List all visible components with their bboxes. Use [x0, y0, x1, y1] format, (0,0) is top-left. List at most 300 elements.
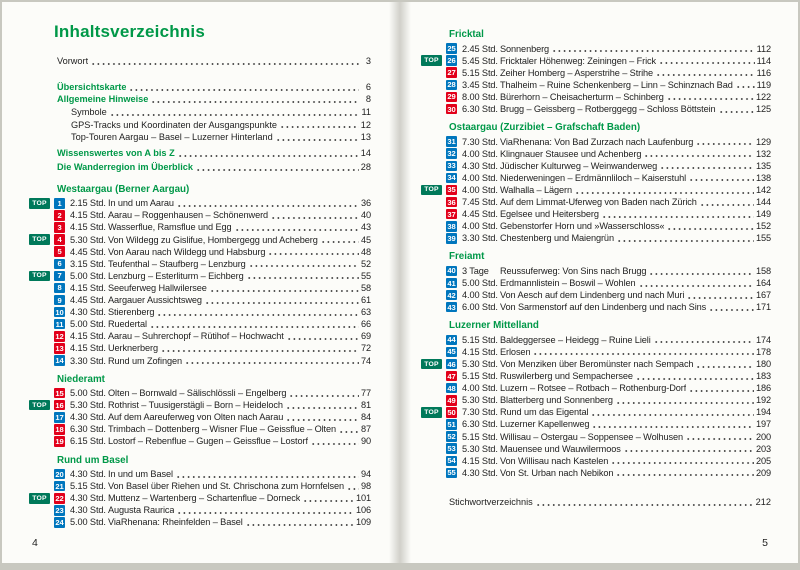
route-duration: 4.00 Std. [462, 290, 498, 301]
route-duration: 4.00 Std. [462, 383, 498, 394]
toc-route-row [446, 394, 771, 406]
route-number-badge: 30 [447, 104, 456, 114]
toc-entry-page: 12 [360, 119, 371, 130]
dot-leader [661, 162, 754, 170]
route-page: 58 [360, 282, 371, 293]
dot-leader [660, 57, 755, 65]
route-title: Rund um Zofingen [108, 355, 182, 366]
dot-leader [152, 96, 359, 104]
route-number-badge: 53 [447, 444, 456, 454]
toc-entry-label: Allgemeine Hinweise [57, 94, 149, 105]
dot-leader [248, 272, 359, 280]
route-title: Brugg – Geissberg – Rotberggegg – Schloss Böttstein [500, 104, 716, 115]
dot-leader [618, 235, 754, 243]
toc-route-row [446, 431, 771, 443]
dot-leader [111, 109, 359, 117]
route-title: Ruswilerberg und Sempachersee [500, 371, 633, 382]
toc-route-row [32, 197, 371, 209]
route-number-badge: 6 [54, 259, 65, 270]
route-duration: 4.00 Std. [462, 172, 498, 183]
route-number-badge: 22 [55, 493, 64, 503]
toc-entry [57, 55, 371, 68]
route-duration: 4.15 Std. [462, 455, 498, 466]
route-duration: 7.30 Std. [462, 136, 498, 147]
route-title: Zeiher Homberg – Asperstrihe – Strihe [500, 67, 654, 78]
toc-route-row [446, 160, 771, 172]
route-page: 69 [360, 331, 371, 342]
route-number-badge: 31 [447, 137, 456, 147]
toc-entry [57, 147, 371, 160]
route-number-badge: 15 [55, 388, 64, 398]
route-number-badge: 27 [447, 68, 456, 78]
route-duration: 4.30 Std. [462, 467, 498, 478]
toc-entry-page: 3 [365, 56, 371, 67]
toc-route-row [54, 411, 371, 423]
top-tour-badge: TOP [421, 55, 442, 66]
route-page: 55 [360, 270, 371, 281]
toc-entry-label: Vorwort [57, 56, 89, 67]
toc-page-left [2, 2, 400, 563]
left-page-sections [32, 183, 371, 529]
route-number-badge: 36 [447, 197, 456, 207]
route-number-badge: 25 [447, 44, 456, 54]
top-tour-badge: TOP [421, 185, 442, 196]
toc-route-row [446, 301, 771, 313]
toc-entry-page: 8 [365, 94, 371, 105]
toc-route-row [32, 234, 371, 246]
dot-leader [158, 309, 359, 317]
toc-route-row [446, 289, 771, 301]
route-title: Von Willisau nach Kastelen [500, 455, 609, 466]
route-number-badge: 32 [447, 149, 456, 159]
route-title: Von Wildegg zu Gislifue, Hombergegg und Acheberg [108, 234, 318, 245]
route-number-badge: 1 [54, 198, 65, 209]
dot-leader [701, 199, 754, 207]
dot-leader [178, 507, 354, 515]
toc-route-row [424, 358, 771, 370]
route-duration: 5.00 Std. [70, 270, 106, 281]
section-title: Freiamt [449, 251, 485, 263]
top-tour-badge: TOP [29, 271, 50, 282]
toc-route-row [54, 423, 371, 435]
dot-leader [247, 519, 354, 527]
dot-leader [288, 333, 359, 341]
toc-route-row [446, 136, 771, 148]
route-page: 209 [755, 467, 771, 478]
route-page: 106 [355, 505, 371, 516]
route-number-badge: 16 [55, 400, 64, 410]
route-page: 183 [755, 371, 771, 382]
route-duration: 4.15 Std. [70, 282, 106, 293]
dot-leader [603, 211, 754, 219]
dot-leader [576, 187, 754, 195]
dot-leader [179, 150, 359, 158]
route-page: 66 [360, 319, 371, 330]
route-title: Luzerner Kapellenweg [500, 419, 590, 430]
route-page: 109 [355, 517, 371, 528]
route-number-badge: 50 [447, 407, 456, 417]
toc-route-row [446, 418, 771, 430]
toc-entry-label: Symbole [71, 107, 107, 118]
route-duration: 2.45 Std. [462, 43, 498, 54]
route-page: 98 [360, 481, 371, 492]
route-title: Luzern – Rotsee – Rotbach – Rothenburg-Dorf [500, 383, 687, 394]
dot-leader [650, 268, 754, 276]
route-title: Fricktaler Höhenweg: Zeiningen – Frick [500, 55, 657, 66]
route-number-badge: 2 [54, 210, 65, 221]
page-title: Inhaltsverzeichnis [54, 22, 205, 41]
route-page: 52 [360, 258, 371, 269]
toc-route-row [32, 492, 371, 504]
route-duration: 3 Tage [462, 265, 489, 276]
top-tour-badge: TOP [29, 198, 50, 209]
route-duration: 4.15 Std. [70, 222, 106, 233]
section-title: Ostaargau (Zurzibiet – Grafschaft Baden) [449, 122, 641, 134]
route-duration: 5.15 Std. [462, 431, 498, 442]
toc-route-row [32, 399, 371, 411]
route-duration: 4.30 Std. [70, 412, 106, 423]
book-spread [2, 2, 798, 563]
route-number-badge: 44 [447, 335, 456, 345]
route-page: 119 [756, 79, 771, 90]
route-page: 200 [755, 431, 771, 442]
route-page: 81 [360, 400, 371, 411]
toc-entry-page: 212 [755, 497, 771, 508]
dot-leader [287, 414, 359, 422]
toc-route-row [54, 258, 371, 270]
section-title: Rund um Basel [57, 454, 129, 466]
toc-route-row [446, 148, 771, 160]
toc-route-row [54, 246, 371, 258]
page-number-left: 4 [32, 537, 38, 549]
toc-route-row [446, 103, 771, 115]
route-title: Von Sarmenstorf auf den Lindenberg und nach Sins [500, 302, 707, 313]
route-duration: 5.00 Std. [70, 517, 106, 528]
dot-leader [348, 483, 359, 491]
route-title: Auf dem Aareuferweg von Olten nach Aarau [108, 412, 284, 423]
route-number-badge: 19 [55, 436, 64, 446]
route-duration: 5.45 Std. [462, 55, 498, 66]
toc-route-row [446, 67, 771, 79]
route-duration: 5.00 Std. [70, 388, 106, 399]
route-number-badge: 45 [447, 347, 456, 357]
route-title: Jüdischer Kulturweg – Weinwanderweg [500, 160, 658, 171]
route-duration: 4.45 Std. [70, 295, 106, 306]
dot-leader [130, 84, 359, 92]
route-page: 192 [755, 395, 771, 406]
route-number-badge: 24 [55, 517, 64, 527]
route-number-badge: 26 [447, 56, 456, 66]
route-page: 48 [360, 246, 371, 257]
toc-entry [71, 118, 371, 131]
route-duration: 5.30 Std. [70, 234, 106, 245]
toc-route-row [54, 480, 371, 492]
route-number-badge: 42 [447, 290, 456, 300]
route-page: 129 [755, 136, 771, 147]
route-title: Seeuferweg Hallwilersee [108, 282, 207, 293]
route-title: Gebenstorfer Horn und »Wasserschloss« [500, 221, 665, 232]
dot-leader [668, 93, 754, 101]
toc-entry-page: 13 [360, 132, 371, 143]
route-number-badge: 28 [447, 80, 456, 90]
route-page: 40 [360, 210, 371, 221]
route-title: Mauensee und Wauwilermoos [500, 443, 621, 454]
route-page: 74 [360, 355, 371, 366]
route-duration: 4.30 Std. [70, 493, 106, 504]
toc-route-row [54, 516, 371, 528]
toc-route-row [446, 172, 771, 184]
toc-route-row [446, 382, 771, 394]
route-number-badge: 34 [447, 173, 456, 183]
route-number-badge: 8 [54, 283, 65, 294]
route-title: Bürerhorn – Cheisacherturm – Schinberg [500, 91, 664, 102]
route-title: ViaRhenana: Von Bad Zurzach nach Laufenburg [500, 136, 694, 147]
toc-route-row [424, 55, 771, 67]
route-duration: 6.30 Std. [462, 104, 498, 115]
dot-leader [668, 223, 753, 231]
toc-route-row [54, 294, 371, 306]
route-title: Wasserflue, Ramsflue und Egg [108, 222, 232, 233]
route-duration: 5.30 Std. [70, 400, 106, 411]
route-title: ViaRhenana: Rheinfelden – Basel [108, 517, 243, 528]
toc-route-row [54, 504, 371, 516]
toc-route-row [54, 306, 371, 318]
route-number-badge: 54 [447, 456, 456, 466]
toc-entry-label: Top-Touren Aargau – Basel – Luzerner Hinterland [71, 132, 273, 143]
toc-section [424, 122, 771, 244]
route-number-badge: 20 [55, 469, 64, 479]
toc-entry-label: Die Wanderregion im Überblick [57, 162, 193, 173]
route-title: Trimbach – Dottenberg – Wisner Flue – Geissflue – Olten [108, 424, 337, 435]
toc-route-row [446, 232, 771, 244]
toc-route-row [446, 208, 771, 220]
route-page: 45 [360, 234, 371, 245]
dot-leader [617, 469, 754, 477]
route-number-badge: 52 [447, 432, 456, 442]
route-page: 112 [756, 43, 771, 54]
route-title: Erdmannlistein – Boswil – Wohlen [500, 278, 636, 289]
route-page: 87 [360, 424, 371, 435]
route-duration: 4.45 Std. [462, 209, 498, 220]
toc-route-row [446, 91, 771, 103]
dot-leader [592, 409, 754, 417]
route-title: Thalheim – Ruine Schenkenberg – Linn – Schinznach Bad [500, 79, 733, 90]
dot-leader [690, 385, 754, 393]
route-page: 132 [755, 148, 771, 159]
toc-route-row [54, 354, 371, 366]
route-number-badge: 17 [55, 412, 64, 422]
dot-leader [553, 45, 755, 53]
toc-entry-page: 14 [360, 147, 371, 158]
route-number-badge: 23 [55, 505, 64, 515]
route-page: 43 [360, 222, 371, 233]
toc-route-row [446, 265, 771, 277]
dot-leader [690, 174, 754, 182]
route-title: In und um Aarau [108, 198, 174, 209]
route-duration: 3.30 Std. [70, 355, 106, 366]
route-number-badge: 4 [54, 234, 65, 245]
toc-entry-page: 11 [361, 107, 371, 118]
route-number-badge: 35 [447, 185, 456, 195]
route-title: Baldeggersee – Heidegg – Ruine Lieli [500, 334, 651, 345]
route-title: Rund um das Eigental [500, 407, 589, 418]
route-title: Muttenz – Wartenberg – Schartenflue – Dorneck [108, 493, 301, 504]
dot-leader [322, 236, 359, 244]
route-duration: 5.30 Std. [462, 443, 498, 454]
route-duration: 4.30 Std. [70, 307, 106, 318]
route-title: Klingnauer Stausee und Achenberg [500, 148, 642, 159]
toc-section [32, 183, 371, 367]
dot-leader [340, 426, 359, 434]
dot-leader [697, 361, 754, 369]
route-page: 164 [755, 278, 771, 289]
toc-section [32, 373, 371, 448]
route-duration: 2.15 Std. [70, 198, 106, 209]
toc-route-row [446, 370, 771, 382]
route-page: 63 [360, 307, 371, 318]
route-number-badge: 29 [447, 92, 456, 102]
toc-route-row [446, 346, 771, 358]
route-page: 142 [755, 184, 771, 195]
route-page: 135 [755, 160, 771, 171]
back-matter-list [446, 496, 771, 509]
route-page: 205 [755, 455, 771, 466]
route-duration: 5.00 Std. [462, 278, 498, 289]
toc-route-row [446, 79, 771, 91]
route-number-badge: 3 [54, 222, 65, 233]
route-number-badge: 43 [447, 302, 456, 312]
dot-leader [645, 150, 754, 158]
section-title: Fricktal [449, 29, 484, 40]
route-title: Willisau – Ostergau – Soppensee – Wolhusen [500, 431, 684, 442]
route-title: Uerknerberg [108, 343, 158, 354]
route-title: Stierenberg [108, 307, 155, 318]
route-number-badge: 21 [55, 481, 64, 491]
route-duration: 3.30 Std. [462, 233, 498, 244]
route-number-badge: 40 [447, 266, 456, 276]
route-page: 180 [755, 359, 771, 370]
dot-leader [281, 121, 359, 129]
page-number-right: 5 [762, 537, 768, 549]
route-title: Auf dem Limmat-Uferweg von Baden nach Zürich [500, 197, 697, 208]
toc-entry-page: 28 [360, 162, 371, 173]
route-title: Aargauer Aussichtsweg [108, 295, 202, 306]
route-number-badge: 49 [447, 395, 456, 405]
route-title: Olten – Bornwald – Sälischlössli – Engelberg [108, 388, 287, 399]
route-page: 171 [755, 302, 771, 313]
route-title: Rothrist – Tuusigerstägli – Born – Heideloch [108, 400, 283, 411]
route-duration: 6.30 Std. [462, 419, 498, 430]
route-duration: 3.45 Std. [462, 79, 498, 90]
route-number-badge: 38 [447, 221, 456, 231]
route-number-badge: 33 [447, 161, 456, 171]
route-title: Reussuferweg: Von Sins nach Brugg [500, 265, 647, 276]
toc-entry [57, 161, 371, 174]
route-number-badge: 48 [447, 383, 456, 393]
route-duration: 4.00 Std. [462, 184, 498, 195]
route-title: Aarau – Suhrerchopf – Rütihof – Hochwacht [108, 331, 284, 342]
toc-route-row [446, 43, 771, 55]
route-duration: 4.30 Std. [70, 505, 106, 516]
toc-route-row [54, 387, 371, 399]
route-title: Walhalla – Lägern [500, 184, 573, 195]
route-page: 155 [755, 233, 771, 244]
front-matter-list [54, 55, 371, 174]
route-page: 125 [755, 104, 771, 115]
toc-route-row [446, 220, 771, 232]
route-duration: 3.15 Std. [70, 258, 106, 269]
route-page: 94 [360, 469, 371, 480]
toc-entry [57, 93, 371, 106]
dot-leader [612, 457, 754, 465]
route-duration: 6.00 Std. [462, 302, 498, 313]
dot-leader [269, 248, 359, 256]
route-duration: 5.15 Std. [462, 334, 498, 345]
route-duration: 4.30 Std. [462, 160, 498, 171]
toc-entry-label: Wissenswertes von A bis Z [57, 147, 175, 158]
dot-leader [151, 321, 359, 329]
toc-route-row [54, 318, 371, 330]
route-page: 36 [360, 198, 371, 209]
route-duration: 4.45 Std. [70, 246, 106, 257]
route-title: Teufenthal – Staufberg – Lenzburg [108, 258, 246, 269]
toc-route-row [446, 196, 771, 208]
dot-leader [290, 390, 359, 398]
top-tour-badge: TOP [29, 493, 50, 504]
toc-route-row [424, 406, 771, 418]
toc-route-row [54, 435, 371, 447]
route-duration: 8.00 Std. [462, 91, 498, 102]
toc-entry-label: Stichwortverzeichnis [449, 497, 533, 508]
route-title: Von Aesch auf dem Lindenberg und nach Muri [500, 290, 685, 301]
toc-entry [71, 106, 371, 119]
route-page: 178 [755, 346, 771, 357]
dot-leader [593, 421, 754, 429]
toc-route-row [54, 468, 371, 480]
dot-leader [177, 471, 359, 479]
route-title: Lenzburg – Esterliturm – Eichberg [108, 270, 244, 281]
dot-leader [534, 348, 754, 356]
toc-route-row [424, 184, 771, 196]
route-number-badge: 11 [55, 319, 64, 329]
toc-route-row [446, 455, 771, 467]
route-duration: 4.15 Std. [70, 210, 106, 221]
route-page: 90 [360, 436, 371, 447]
route-number-badge: 5 [54, 246, 65, 257]
route-number-badge: 18 [55, 424, 64, 434]
route-number-badge: 47 [447, 371, 456, 381]
dot-leader [637, 373, 754, 381]
route-page: 144 [755, 197, 771, 208]
route-title: Von Basel über Riehen und St. Chrischona zum Hornfelsen [108, 481, 345, 492]
toc-entry-label: GPS-Tracks und Koordinaten der Ausgangspunkte [71, 119, 277, 130]
route-duration: 4.00 Std. [462, 221, 498, 232]
route-number-badge: 9 [54, 295, 65, 306]
dot-leader [720, 106, 754, 114]
route-page: 61 [360, 295, 371, 306]
dot-leader [197, 164, 359, 172]
route-title: Niederweningen – Erdmännliloch – Kaiserstuhl [500, 172, 687, 183]
route-page: 197 [755, 419, 771, 430]
dot-leader [287, 402, 359, 410]
route-page: 152 [755, 221, 771, 232]
dot-leader [537, 499, 754, 507]
route-title: In und um Basel [108, 469, 173, 480]
toc-route-row [54, 221, 371, 233]
route-title: Chestenberg und Maiengrün [500, 233, 614, 244]
route-duration: 7.30 Std. [462, 407, 498, 418]
dot-leader [640, 280, 754, 288]
